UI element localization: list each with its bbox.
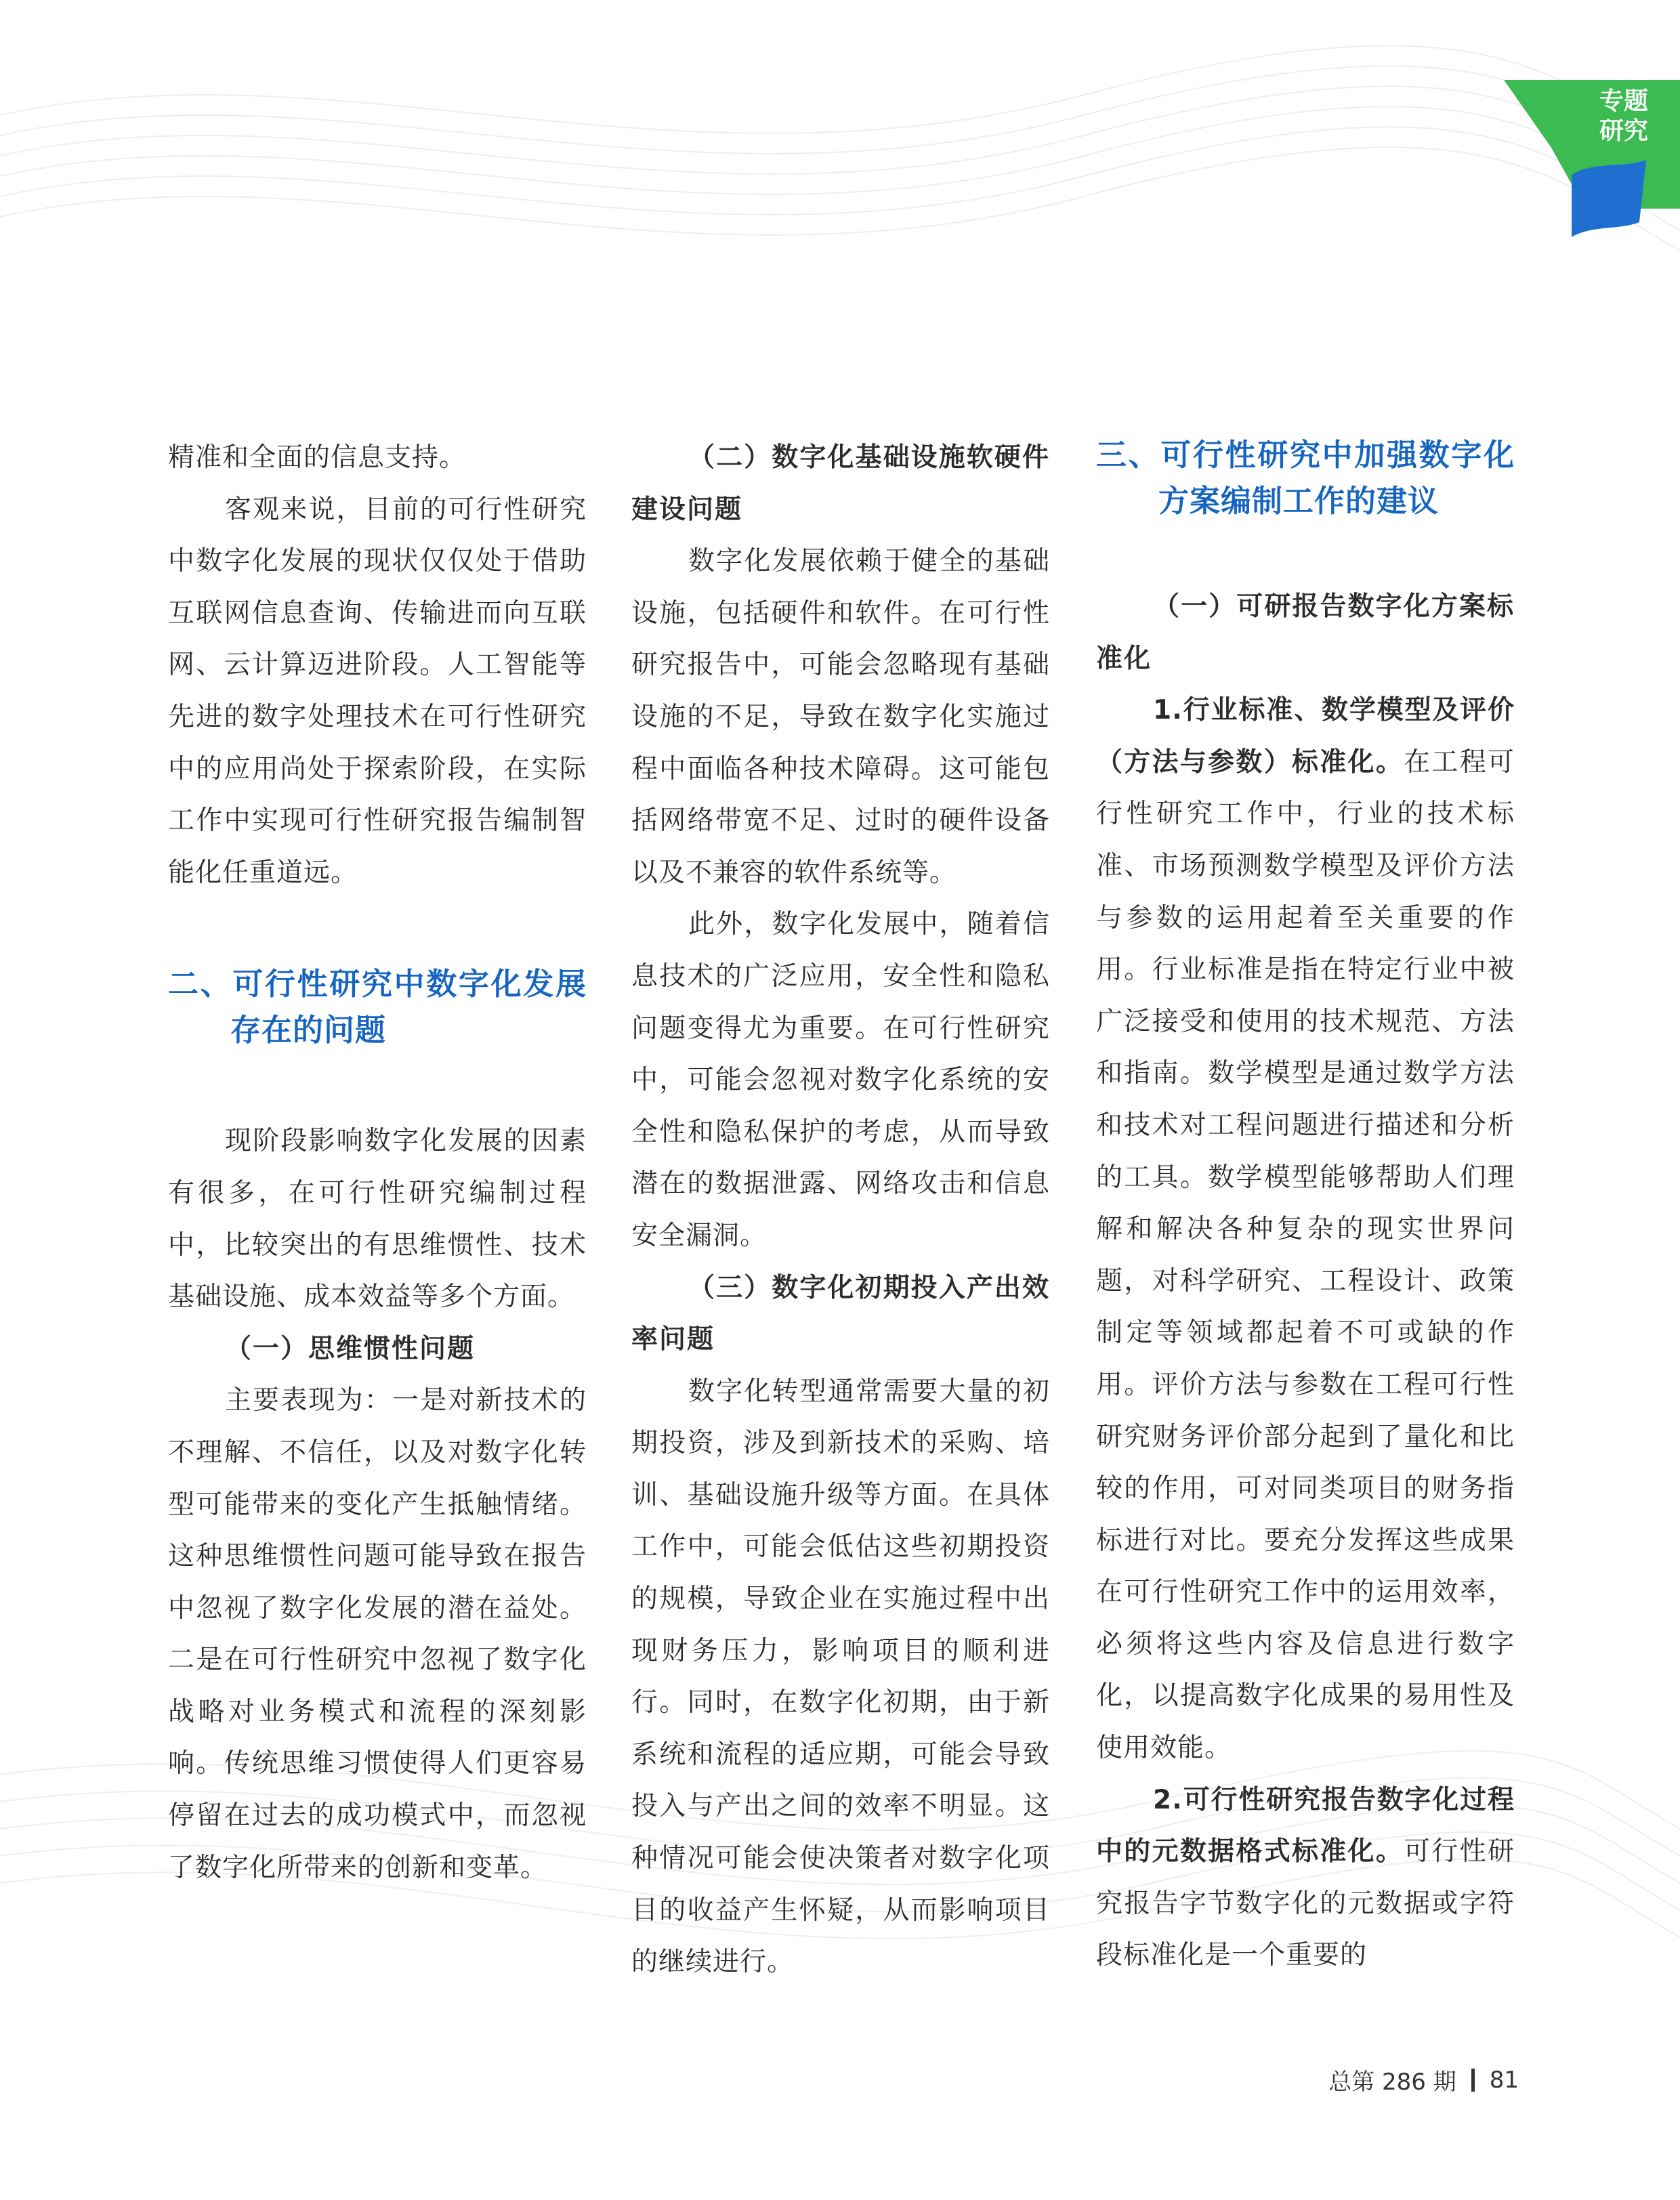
scroll-icon: [1572, 160, 1646, 237]
paragraph: 数字化发展依赖于健全的基础设施，包括硬件和软件。在可行性研究报告中，可能会忽略现有基础设施的不足，导致在数字化实施过程中面临各种技术障碍。这可能包括网络带宽不足、过时的硬件设备以及不兼容的软件系统等。: [631, 546, 1050, 888]
paragraph-lead: 1.行业标准、数学模型及评价（方法与参数）标准化。: [1096, 695, 1515, 778]
paragraph: 现阶段影响数字化发展的因素有很多，在可行性研究编制过程中，比较突出的有思维惯性、技术基础设施、成本效益等多个方面。: [168, 1126, 587, 1313]
paragraph-body: 可行性研究报告字节数字化的元数据或字符段标准化是一个重要的: [1096, 1836, 1515, 1971]
subsection-heading: （一）可研报告数字化方案标准化: [1096, 591, 1515, 674]
paragraph-body: 在工程可行性研究工作中，行业的技术标准、市场预测数学模型及评价方法与参数的运用起着至关重要的作用。行业标准是指在特定行业中被广泛接受和使用的技术规范、方法和指南。数学模型是通过数学方法和技术对工程问题进行描述和分析的工具。数学模型能够帮助人们理解和解决各种复杂的现实世界问题，对科学研究、工程设计、政策制定等领域都起着不可或缺的作用。评价方法与参数在工程可行性研究财务评价部分起到了量化和比较的作用，可对同类项目的财务指标进行对比。要充分发挥这些成果在可行性研究工作中的运用效率，必须将这些内容及信息进行数字化，以提高数字化成果的易用性及使用效能。: [1096, 746, 1515, 1764]
page-number: 81: [1489, 2066, 1519, 2094]
section-heading: 三、可行性研究中加强数字化方案编制工作的建议: [1096, 437, 1515, 519]
paragraph: [1096, 685, 1515, 1774]
paragraph: [1096, 1775, 1515, 1982]
paragraph: 数字化转型通常需要大量的初期投资，涉及到新技术的采购、培训、基础设施升级等方面。在具体工作中，可能会低估这些初期投资的规模，导致企业在实施过程中出现财务压力，影响项目的顺利进行。同时，在数字化初期，由于新系统和流程的适应期，可能会导致投入与产出之间的效率不明显。这种情况可能会使决策者对数字化项目的收益产生怀疑，从而影响项目的继续进行。: [631, 1376, 1050, 1978]
column-1: [168, 432, 587, 1894]
column-3: [1096, 432, 1515, 1982]
issue-number: 总第 286 期: [1328, 2069, 1456, 2096]
footer-divider: [1471, 2069, 1475, 2092]
page-footer: [1328, 2063, 1519, 2096]
section-heading: 二、可行性研究中数字化发展存在的问题: [168, 966, 587, 1049]
column-2: [631, 432, 1050, 1989]
section-tab-label: 专题研究: [1599, 87, 1648, 145]
subsection-heading: （一）思维惯性问题: [225, 1333, 476, 1364]
paragraph: 客观来说，目前的可行性研究中数字化发展的现状仅仅处于借助互联网信息查询、传输进而向互联网、云计算迈进阶段。人工智能等先进的数字处理技术在可行性研究中的应用尚处于探索阶段，在实际工作中实现可行性研究报告编制智能化任重道远。: [168, 494, 587, 888]
paragraph: 主要表现为：一是对新技术的不理解、不信任，以及对数字化转型可能带来的变化产生抵触情绪。这种思维惯性问题可能导致在报告中忽视了数字化发展的潜在益处。二是在可行性研究中忽视了数字化战略对业务模式和流程的深刻影响。传统思维习惯使得人们更容易停留在过去的成功模式中，而忽视了数字化所带来的创新和变革。: [168, 1385, 587, 1883]
subsection-heading: （二）数字化基础设施软硬件建设问题: [631, 442, 1050, 525]
paragraph: 此外，数字化发展中，随着信息技术的广泛应用，安全性和隐私问题变得尤为重要。在可行性研究中，可能会忽视对数字化系统的安全性和隐私保护的考虑，从而导致潜在的数据泄露、网络攻击和信息安全漏洞。: [631, 909, 1050, 1251]
paragraph: 精准和全面的信息支持。: [168, 442, 467, 473]
paragraph-lead: 2.可行性研究报告数字化过程中的元数据格式标准化。: [1096, 1784, 1515, 1867]
subsection-heading: （三）数字化初期投入产出效率问题: [631, 1272, 1050, 1355]
